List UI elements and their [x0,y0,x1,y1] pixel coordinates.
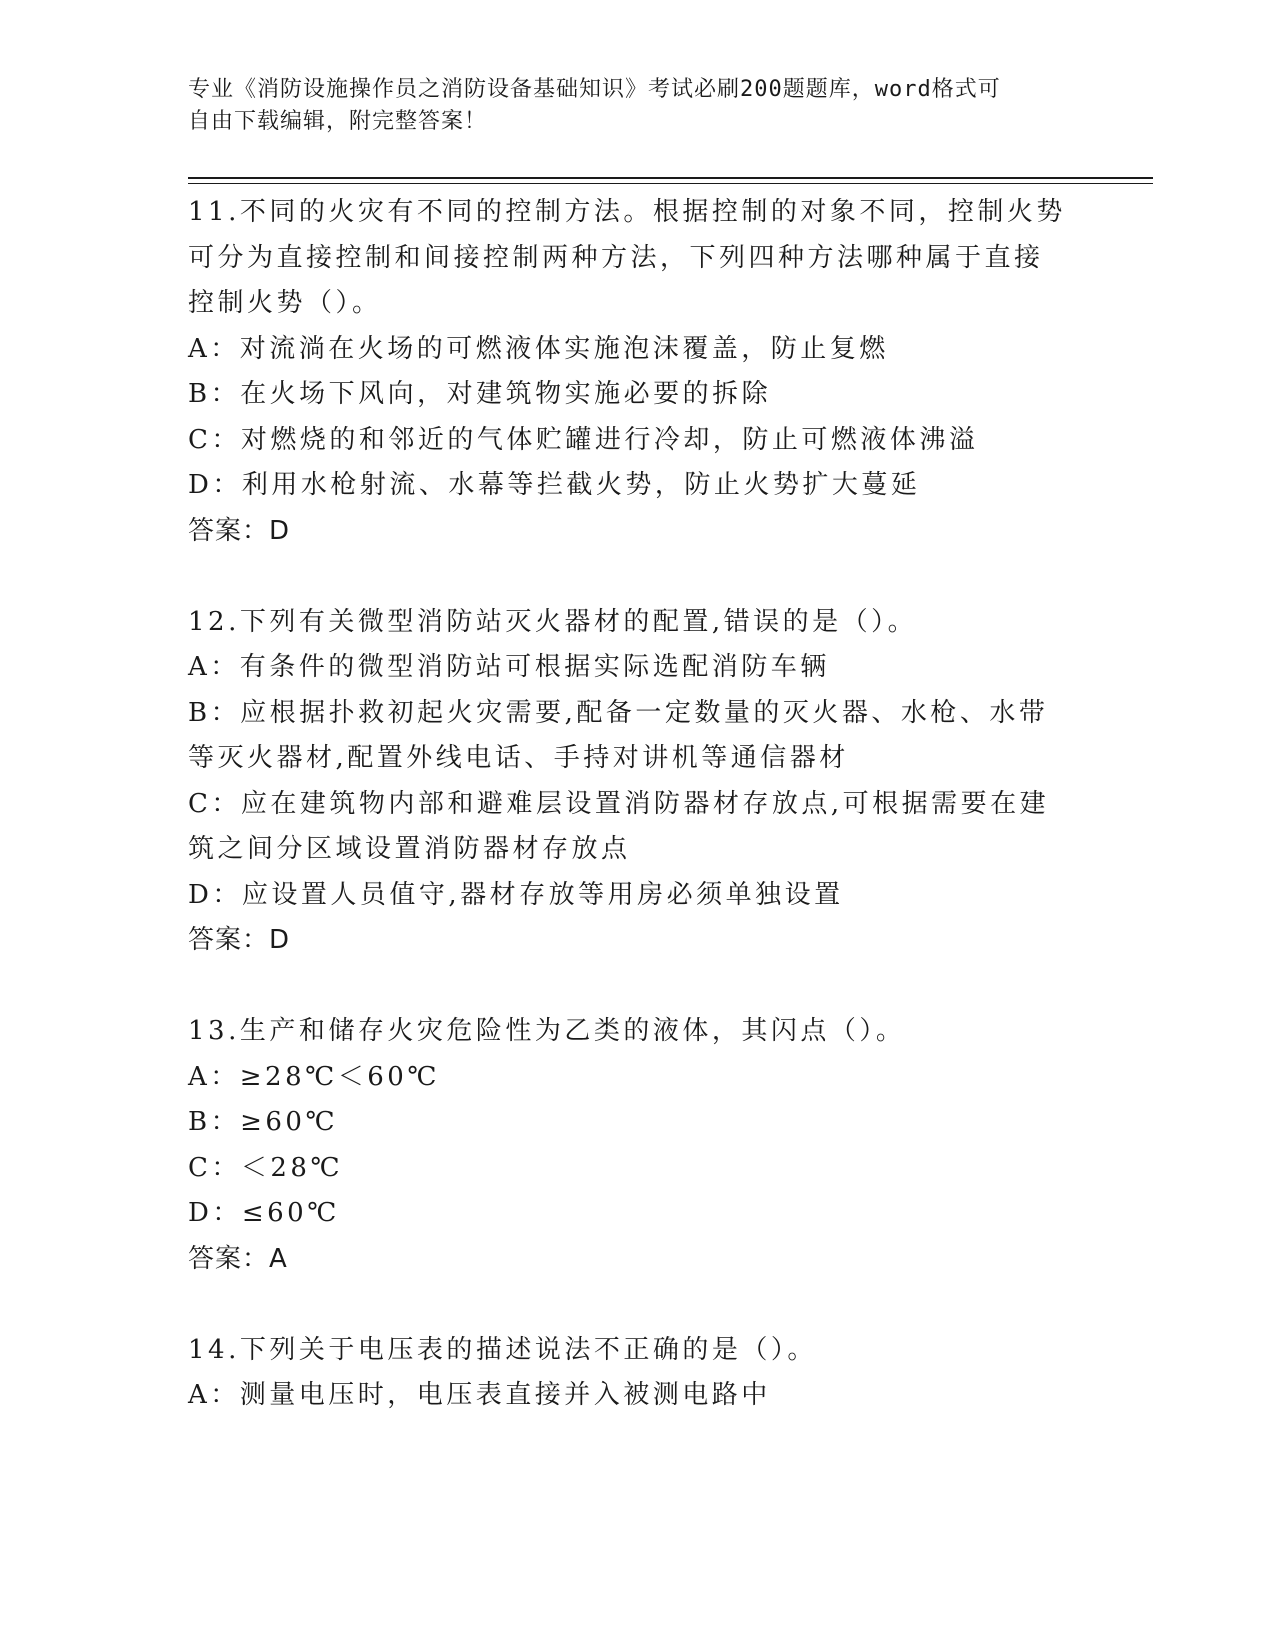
answer-line: 答案：A [188,1243,288,1274]
option-d: D：利用水枪射流、水幕等拦截火势，防止火势扩大蔓延 [188,470,921,500]
answer-line: 答案：D [188,515,291,546]
question-11 [188,190,1088,554]
option-d: D：应设置人员值守,器材存放等用房必须单独设置 [188,879,844,910]
header-rule-thin [188,183,1153,184]
header-line-1: 专业《消防设施操作员之消防设备基础知识》考试必刷200题题库，word格式可 [188,77,1001,102]
option-b: B：应根据扑救初起火灾需要,配备一定数量的灭火器、水枪、水带等灭火器材,配置外线电话、手持对讲机等通信器材 [188,697,1049,773]
question-stem: 11.不同的火灾有不同的控制方法。根据控制的对象不同，控制火势可分为直接控制和间接控制两种方法，下列四种方法哪种属于直接控制火势（）。 [188,197,1066,318]
option-a: A：对流淌在火场的可燃液体实施泡沫覆盖，防止复燃 [188,333,889,364]
option-c: C：对燃烧的和邻近的气体贮罐进行冷却，防止可燃液体沸溢 [188,424,979,455]
header-rule-thick [188,177,1153,179]
question-stem: 14.下列关于电压表的描述说法不正确的是（）。 [188,1334,817,1365]
question-list [188,190,1088,1419]
option-a: A：有条件的微型消防站可根据实际选配消防车辆 [188,652,830,682]
answer-line: 答案：D [188,925,291,955]
spacer [188,1282,1088,1328]
option-d: D：≤60℃ [188,1198,340,1228]
option-c: C：应在建筑物内部和避难层设置消防器材存放点,可根据需要在建筑之间分区域设置消防器材存放点 [188,788,1050,864]
question-stem: 13.生产和储存火灾危险性为乙类的液体，其闪点（）。 [188,1016,906,1046]
option-b: B：在火场下风向，对建筑物实施必要的拆除 [188,379,772,409]
question-14 [188,1328,1088,1419]
question-stem: 12.下列有关微型消防站灭火器材的配置,错误的是（）。 [188,606,918,637]
document-header [188,74,1068,138]
option-a: A：≥28℃＜60℃ [188,1061,440,1092]
spacer [188,554,1088,600]
option-b: B：≥60℃ [188,1107,339,1137]
question-12 [188,600,1088,964]
question-13 [188,1009,1088,1282]
spacer [188,964,1088,1010]
option-a: A：测量电压时，电压表直接并入被测电路中 [188,1380,771,1410]
header-line-2: 自由下载编辑，附完整答案！ [188,109,488,134]
option-c: C：＜28℃ [188,1152,344,1183]
